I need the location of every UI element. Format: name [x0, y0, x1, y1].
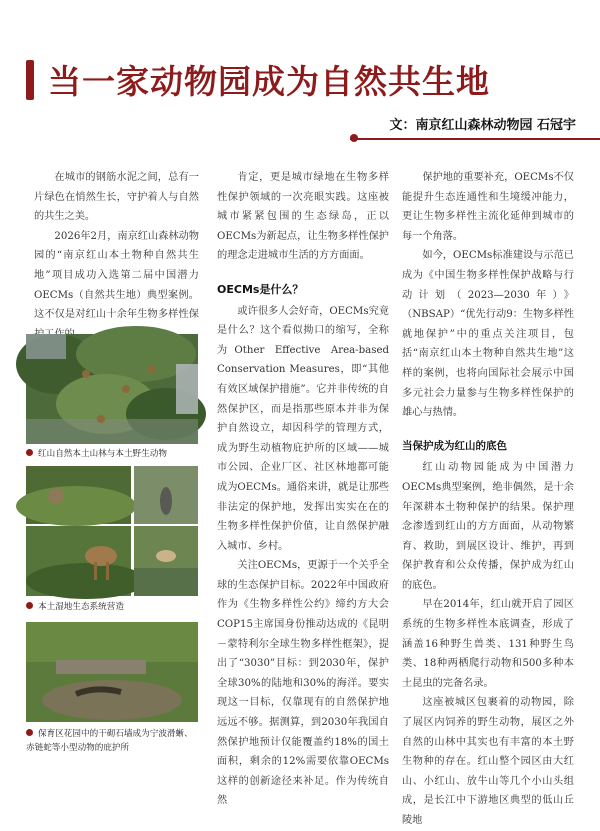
- bird-photo: [134, 466, 198, 524]
- wetland-photo: [134, 526, 198, 596]
- caption-wetland: [26, 600, 201, 614]
- section-heading: OECMs是什么？: [217, 282, 304, 296]
- author-rule: [350, 138, 600, 140]
- author-rule-cap: [350, 134, 358, 142]
- section-heading: 当保护成为红山的底色: [402, 439, 507, 452]
- paragraph: 在城市的钢筋水泥之间，总有一片绿色在悄然生长，守护着人与自然的共生之美。: [34, 172, 199, 223]
- caption-forest: [26, 447, 201, 461]
- article-author: 文：南京红山森林动物园 石冠宇: [389, 118, 576, 133]
- caption-text: 本土山林与本土野生动物: [72, 449, 167, 459]
- paragraph: 关注OECMs，更源于一个关乎全球的生态保护目标。2022年中国政府作为《生物多样性公约》缔约方大会COP15主席国身份推动达成的《昆明－蒙特利尔全球生物多样性框架》，提出了“3030”目标：到2030年，保护全球30%的陆地和30%的海洋。要实现这一目标，仅靠现有的自然保护地远远不够。据测算，到2030年我国自然保护地预计仅能覆盖约18%的国土面积，剩余的12%需要依靠OECMs这样的创新途径来补足。作为传统自然: [217, 560, 389, 807]
- paragraph: 早在2014年，红山就开启了园区系统的生物多样性本底调查，形成了涵盖16种野生兽类、131种野生鸟类、18种两栖爬行动物和500多种本土昆虫的完备名录。: [402, 599, 574, 689]
- wildlife-photo-1: [26, 466, 131, 524]
- aerial-forest-photo: [26, 334, 198, 444]
- column-2: [217, 168, 389, 811]
- paragraph: 2026年2月，南京红山森林动物园的“南京红山本土物种自然共生地”项目成功入选第二届中国潜力OECMs（自然共生地）典型案例。这不仅是对红山十余年生物多样性保: [34, 230, 199, 321]
- paragraph: 如今，OECMs标准建设与示范已成为《中国生物多样性保护战略与行动计划（2023—2030年）》（NBSAP）“优先行动9：生物多样性就地保护”中的重点关注项目，包括“南京红山本土物种自然共生地”这样的案例，也将向国际社会展示中国多元社会力量参与生物多样性保护的雄心与热情。: [402, 250, 574, 419]
- column-3: [402, 168, 574, 831]
- stone-wall-garden-photo: [26, 622, 198, 722]
- caption-bullet: [26, 449, 33, 456]
- caption-text: 本土湿地生态系统营造: [38, 602, 124, 612]
- caption-stone-wall: [26, 727, 201, 755]
- caption-text: 保育区花园中的干砌石墙成为宁波滑蜥、赤链蛇等小型动物的庇护所: [26, 729, 193, 753]
- caption-bullet: [26, 602, 33, 609]
- paragraph: 或许很多人会好奇，OECMs究竟是什么？这个看似拗口的缩写，全称为Other Effective Area-based Conservation Measures，即“其他有效区域保护措施”。它并非传统的自然保护区，而是指那些原本并非为保护自然设立，却因科学的管理方式，成为野生动植物庇护所的区域——城市公园、企业厂区、社区林地都可能成为OECMs。通俗来讲，就是让那些非法定的保护地，发挥出实实在在的生物多样性保护价值，让自然保护融入城市、乡村。: [217, 305, 389, 552]
- title-accent-bar: [26, 60, 34, 100]
- caption-text-prefix: 红山自然: [38, 449, 73, 459]
- paragraph: 红山动物园能成为中国潜力OECMs典型案例，绝非偶然，是十余年深耕本土物种保护的结果。保护理念渗透到红山的方方面面，从动物繁育、救助，到展区设计、维护，再到保护教育和公众传播，保护成为红山的底色。: [402, 462, 574, 591]
- article-title: 当一家动物园成为自然共生地: [48, 62, 490, 101]
- caption-bullet: [26, 729, 33, 736]
- paragraph: 肯定，更是城市绿地在生物多样性保护领域的一次亮眼实践。这座被城市紧紧包围的生态绿岛，正以OECMs为新起点，让生物多样性保护的理念走进城市生活的方方面面。: [217, 172, 389, 262]
- column-1: [34, 168, 199, 344]
- paragraph: 这座被城区包裹着的动物园，除了展区内饲养的野生动物，展区之外自然的山林中其实也有丰富的本土野生物种的存在。红山整个园区由大红山、小红山、放牛山等几个小山头组成，是长江中下游地区典型的低山丘陵地: [402, 697, 574, 826]
- deer-photo: [26, 526, 131, 596]
- paragraph: 保护地的重要补充，OECMs不仅能提升生态连通性和生境缓冲能力，更让生物多样性主流化延伸到城市的每一个角落。: [402, 172, 574, 242]
